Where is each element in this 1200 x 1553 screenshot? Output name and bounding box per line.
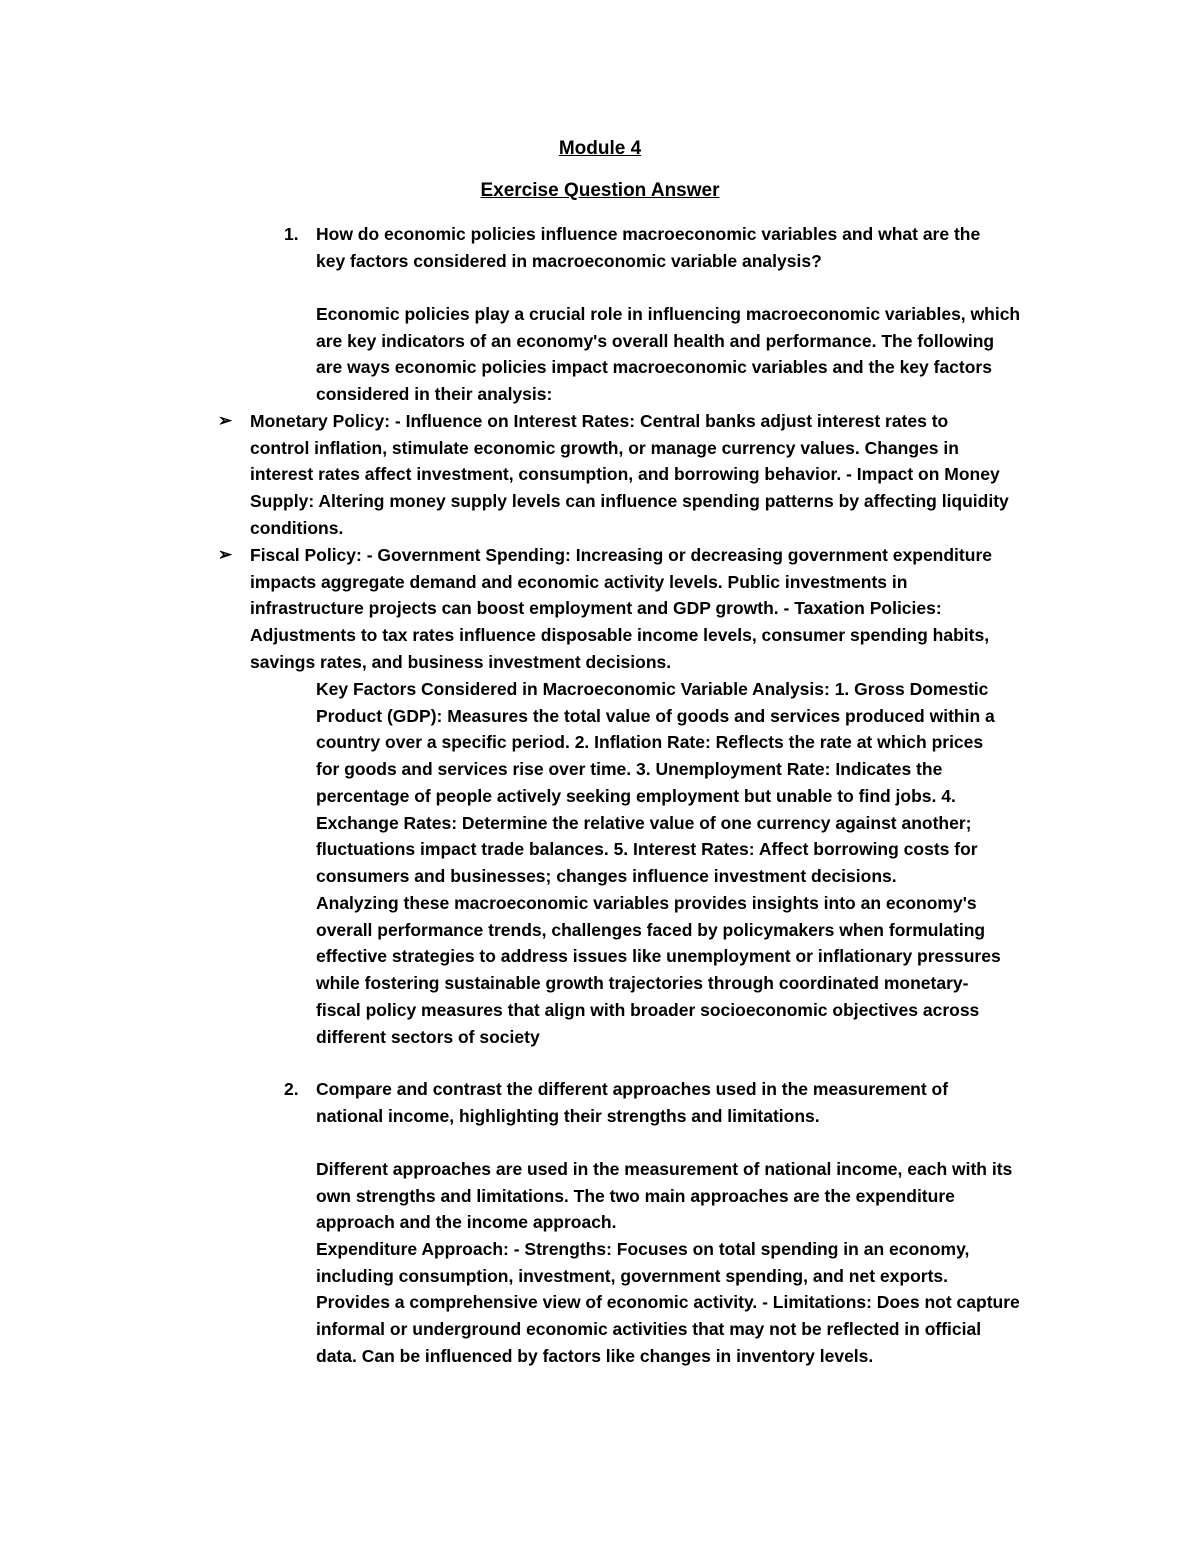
bullet-monetary-policy: Monetary Policy: - Influence on Interest Rates: Central banks adjust interest rates to control inflation, stimulate economic growth, or manage currency values. Changes in interest rates affect investment, consumption, and borrowing behavior. - Impact on Money Supply: Altering money supply levels can influence spending patterns by affecting liquidity conditions. — [250, 411, 1009, 538]
bullet-arrow-icon: ➢ — [218, 411, 233, 430]
question-1-number: 1. — [284, 224, 299, 244]
question-2-number: 2. — [284, 1079, 299, 1099]
question-2-intro: Different approaches are used in the measurement of national income, each with its own strengths and limitations. The two main approaches are the expenditure approach and the income approach. — [316, 1159, 1013, 1233]
question-1-text: How do economic policies influence macroeconomic variables and what are the key factors considered in macroeconomic variable analysis? — [316, 224, 981, 271]
page-title: Module 4 — [558, 138, 642, 159]
question-1-intro: Economic policies play a crucial role in influencing macroeconomic variables, which are key indicators of an economy's overall health and performance. The following are ways economic policies impact macroeconomic variables and the key factors considered in their analysis: — [316, 304, 1021, 405]
key-factors-paragraph: Key Factors Considered in Macroeconomic Variable Analysis: 1. Gross Domestic Product (GDP): Measures the total value of goods and services produced within a country over a specific period. 2. Inflation Rate: Reflects the rate at which prices for goods and services rise over time. 3. Unemployment Rate: Indicates the percentage of people actively seeking employment but unable to find jobs. 4. Exchange Rates: Determine the relative value of one currency against another; fluctuations impact trade balances. 5. Interest Rates: Affect borrowing costs for consumers and businesses; changes influence investment decisions. — [316, 679, 995, 886]
bullet-arrow-icon: ➢ — [218, 545, 233, 564]
conclusion-paragraph: Analyzing these macroeconomic variables provides insights into an economy's overall performance trends, challenges faced by policymakers when formulating effective strategies to address issues like unemployment or inflationary pressures while fostering sustainable growth trajectories through coordinated monetary-fiscal policy measures that align with broader socioeconomic objectives across different sectors of society — [316, 893, 1001, 1047]
page-subtitle: Exercise Question Answer — [480, 180, 720, 201]
expenditure-approach-paragraph: Expenditure Approach: - Strengths: Focuses on total spending in an economy, including consumption, investment, government spending, and net exports. Provides a comprehensive view of economic activity. - Limitations: Does not capture informal or underground economic activities that may not be reflected in official data. Can be influenced by factors like changes in inventory levels. — [316, 1239, 1020, 1366]
bullet-fiscal-policy: Fiscal Policy: - Government Spending: Increasing or decreasing government expenditure impacts aggregate demand and economic activity levels. Public investments in infrastructure projects can boost employment and GDP growth. - Taxation Policies: Adjustments to tax rates influence disposable income levels, consumer spending habits, savings rates, and business investment decisions. — [250, 545, 992, 672]
question-2-text: Compare and contrast the different approaches used in the measurement of national income, highlighting their strengths and limitations. — [316, 1079, 949, 1126]
